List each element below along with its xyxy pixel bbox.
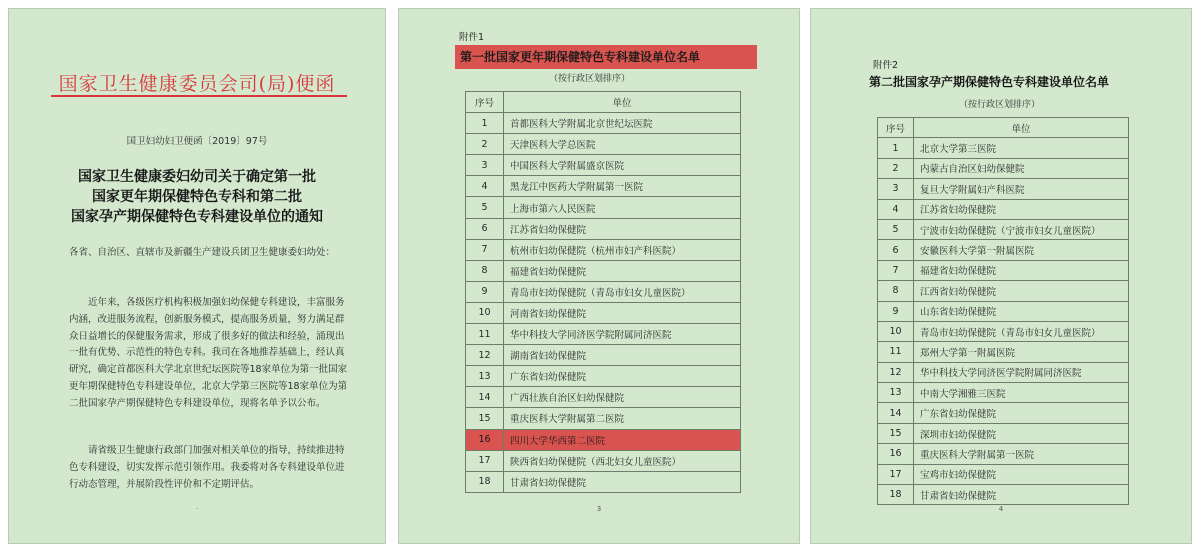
row-unit: 湖南省妇幼保健院 [504, 345, 741, 366]
table-row [466, 176, 741, 197]
document-number: 国卫妇幼妇卫便函〔2019〕97号 [126, 136, 268, 147]
table-row [466, 197, 741, 218]
annex-title: 第一批国家更年期保健特色专科建设单位名单 [455, 45, 757, 69]
row-no: 3 [466, 155, 504, 176]
table-row [878, 219, 1129, 239]
row-no: 11 [878, 342, 914, 362]
header-unit: 单位 [504, 92, 741, 113]
row-no: 12 [878, 362, 914, 382]
notice-title-line: 国家更年期保健特色专科和第二批 [92, 189, 302, 205]
header-unit: 单位 [914, 118, 1129, 138]
row-unit: 宁波市妇幼保健院（宁波市妇女儿童医院） [914, 219, 1129, 239]
row-no: 2 [878, 158, 914, 178]
row-unit: 河南省妇幼保健院 [504, 302, 741, 323]
table-row [466, 471, 741, 492]
row-unit: 郑州大学第一附属医院 [914, 342, 1129, 362]
table-row [878, 260, 1129, 280]
table-row [466, 408, 741, 429]
annex-title: 第二批国家孕产期保健特色专科建设单位名单 [869, 75, 1110, 89]
table-row [878, 423, 1129, 443]
annex-label: 附件2 [873, 60, 899, 71]
row-no: 7 [466, 239, 504, 260]
page-number: 4 [998, 505, 1004, 513]
row-unit: 重庆医科大学附属第一医院 [914, 444, 1129, 464]
body-paragraph: 请省级卫生健康行政部门加强对相关单位的指导，持续推进特色专科建设，切实发挥示范引领作用。我委将对各专科建设单位进行动态管理，并展阶段性评价和不定期评估。 [69, 445, 345, 490]
table-row [466, 218, 741, 239]
row-unit: 首都医科大学附属北京世纪坛医院 [504, 113, 741, 134]
row-no: 7 [878, 260, 914, 280]
table-row [878, 383, 1129, 403]
table-row [466, 450, 741, 471]
table-row [878, 158, 1129, 178]
row-unit: 甘肃省妇幼保健院 [914, 485, 1129, 505]
row-unit: 中南大学湘雅三医院 [914, 383, 1129, 403]
table-row [466, 387, 741, 408]
row-unit: 华中科技大学同济医学院附属同济医院 [914, 362, 1129, 382]
table-row [878, 281, 1129, 301]
table-row [466, 239, 741, 260]
salutation: 各省、自治区、直辖市及新疆生产建设兵团卫生健康委妇幼处： [69, 247, 336, 258]
row-no: 2 [466, 134, 504, 155]
row-no: 10 [466, 302, 504, 323]
row-no: 4 [878, 199, 914, 219]
row-no: 17 [466, 450, 504, 471]
table-row [878, 403, 1129, 423]
header-no: 序号 [878, 118, 914, 138]
notice-title [9, 167, 385, 227]
notice-letter-page [8, 8, 386, 544]
unit-list-table [877, 117, 1129, 505]
row-unit: 福建省妇幼保健院 [504, 260, 741, 281]
row-unit: 杭州市妇幼保健院（杭州市妇产科医院） [504, 239, 741, 260]
body-paragraph: 近年来，各级医疗机构积极加强妇幼保健专科建设，丰富服务内涵，改进服务流程，创新服务模式，提高服务质量，努力满足群众日益增长的保健服务需求，形成了很多好的做法和经验，涌现出一批有优势、示范性的特色专科。我司在各地推荐基础上，经认真研究，确定首都医科大学北京世纪坛医院等18家单位为第一批国家更年期保健特色专科建设单位，北京大学第三医院等18家单位为第二批国家孕产期保健特色专科建设单位，现将名单予以公布。 [69, 297, 348, 409]
row-unit: 四川大学华西第二医院 [504, 429, 741, 450]
table-row [466, 134, 741, 155]
row-unit: 青岛市妇幼保健院（青岛市妇女儿童医院） [914, 321, 1129, 341]
row-no: 18 [878, 485, 914, 505]
row-no: 16 [878, 444, 914, 464]
row-unit: 安徽医科大学第一附属医院 [914, 240, 1129, 260]
row-unit: 广西壮族自治区妇幼保健院 [504, 387, 741, 408]
table-row [878, 199, 1129, 219]
row-no: 14 [466, 387, 504, 408]
row-unit: 内蒙古自治区妇幼保健院 [914, 158, 1129, 178]
row-unit: 黑龙江中医药大学附属第一医院 [504, 176, 741, 197]
table-row [878, 464, 1129, 484]
row-unit: 北京大学第三医院 [914, 138, 1129, 158]
table-row [466, 302, 741, 323]
row-no: 13 [466, 366, 504, 387]
table-row [878, 138, 1129, 158]
row-no: 15 [878, 423, 914, 443]
row-no: 11 [466, 324, 504, 345]
row-no: 4 [466, 176, 504, 197]
row-no: 8 [878, 281, 914, 301]
table-row [878, 301, 1129, 321]
table-row [466, 324, 741, 345]
table-row [466, 113, 741, 134]
table-row [466, 155, 741, 176]
header-no: 序号 [466, 92, 504, 113]
row-no: 9 [466, 281, 504, 302]
row-unit: 复旦大学附属妇产科医院 [914, 179, 1129, 199]
annex-subtitle: （按行政区划排序） [959, 100, 1041, 110]
letterhead-divider [51, 95, 347, 97]
row-unit: 深圳市妇幼保健院 [914, 423, 1129, 443]
row-unit: 山东省妇幼保健院 [914, 301, 1129, 321]
row-unit: 甘肃省妇幼保健院 [504, 471, 741, 492]
row-no: 6 [466, 218, 504, 239]
letterhead: 国家卫生健康委员会司(局)便函 [58, 73, 336, 95]
row-unit: 华中科技大学同济医学院附属同济医院 [504, 324, 741, 345]
table-row [466, 260, 741, 281]
table-header-row [466, 92, 741, 113]
row-no: 16 [466, 429, 504, 450]
row-no: 13 [878, 383, 914, 403]
row-unit: 宝鸡市妇幼保健院 [914, 464, 1129, 484]
unit-list-table [465, 91, 741, 493]
table-row-highlighted [466, 429, 741, 450]
row-unit: 江西省妇幼保健院 [914, 281, 1129, 301]
table-row [878, 179, 1129, 199]
table-row [878, 362, 1129, 382]
table-header-row [878, 118, 1129, 138]
row-no: 5 [466, 197, 504, 218]
table-row [878, 240, 1129, 260]
page-mark: · [195, 505, 199, 513]
row-unit: 江苏省妇幼保健院 [504, 218, 741, 239]
table-row [466, 281, 741, 302]
table-row [466, 366, 741, 387]
row-no: 5 [878, 219, 914, 239]
row-no: 12 [466, 345, 504, 366]
row-unit: 重庆医科大学附属第二医院 [504, 408, 741, 429]
row-no: 6 [878, 240, 914, 260]
row-unit: 广东省妇幼保健院 [504, 366, 741, 387]
row-no: 1 [466, 113, 504, 134]
table-row [878, 444, 1129, 464]
row-no: 3 [878, 179, 914, 199]
row-unit: 中国医科大学附属盛京医院 [504, 155, 741, 176]
row-no: 18 [466, 471, 504, 492]
table-row [466, 345, 741, 366]
table-row [878, 485, 1129, 505]
page-number: 3 [596, 505, 602, 513]
row-unit: 天津医科大学总医院 [504, 134, 741, 155]
row-unit: 福建省妇幼保健院 [914, 260, 1129, 280]
row-no: 17 [878, 464, 914, 484]
row-unit: 青岛市妇幼保健院（青岛市妇女儿童医院） [504, 281, 741, 302]
row-no: 15 [466, 408, 504, 429]
annex2-page [810, 8, 1192, 544]
row-unit: 广东省妇幼保健院 [914, 403, 1129, 423]
notice-title-line: 国家卫生健康委妇幼司关于确定第一批 [78, 169, 316, 185]
row-no: 10 [878, 321, 914, 341]
row-unit: 江苏省妇幼保健院 [914, 199, 1129, 219]
notice-title-line: 国家孕产期保健特色专科建设单位的通知 [71, 209, 323, 225]
row-no: 8 [466, 260, 504, 281]
annex1-page [398, 8, 800, 544]
row-no: 9 [878, 301, 914, 321]
annex-subtitle: （按行政区划排序） [549, 74, 631, 84]
row-no: 14 [878, 403, 914, 423]
row-unit: 上海市第六人民医院 [504, 197, 741, 218]
row-no: 1 [878, 138, 914, 158]
annex-label: 附件1 [459, 32, 485, 43]
row-unit: 陕西省妇幼保健院（西北妇女儿童医院） [504, 450, 741, 471]
table-row [878, 342, 1129, 362]
table-row [878, 321, 1129, 341]
